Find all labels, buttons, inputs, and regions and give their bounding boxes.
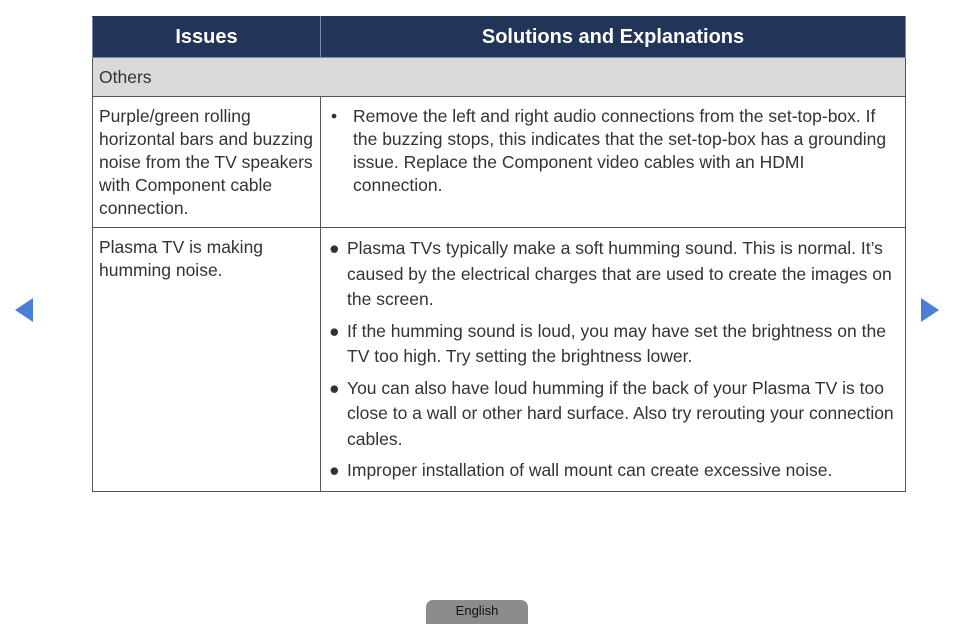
header-solutions: Solutions and Explanations	[321, 17, 906, 58]
solution-cell	[321, 228, 906, 492]
previous-page-arrow-icon[interactable]	[15, 298, 33, 322]
solution-text: You can also have loud humming if the back of your Plasma TV is too close to a wall or other hard surface. Also try rerouting your connection cables.	[347, 377, 894, 449]
solution-item	[327, 236, 899, 313]
solution-list	[327, 105, 899, 197]
table-header-row	[93, 17, 906, 58]
solution-text: Improper installation of wall mount can create excessive noise.	[347, 460, 833, 480]
solution-item	[327, 376, 899, 453]
solution-list	[327, 236, 899, 484]
table-row	[93, 228, 906, 492]
next-page-arrow-icon[interactable]	[921, 298, 939, 322]
solution-text: If the humming sound is loud, you may have set the brightness on the TV too high. Try setting the brightness lower.	[347, 320, 886, 366]
solution-item	[327, 458, 899, 484]
solution-item	[327, 319, 899, 370]
table-row	[93, 97, 906, 228]
solution-item	[327, 105, 899, 197]
header-issues: Issues	[93, 17, 321, 58]
bullet-icon: ●	[329, 238, 340, 258]
bullet-icon: •	[331, 106, 338, 126]
solution-text: Plasma TVs typically make a soft humming sound. This is normal. It’s caused by the electrical charges that are used to create the images on the screen.	[347, 238, 892, 309]
bullet-icon: ●	[329, 320, 340, 341]
bullet-icon: ●	[329, 460, 340, 480]
troubleshooting-table	[92, 16, 906, 492]
solution-cell	[321, 97, 906, 228]
language-tab[interactable]: English	[426, 600, 528, 624]
bullet-icon: ●	[329, 377, 340, 398]
section-row	[93, 58, 906, 97]
solution-text: Remove the left and right audio connections from the set-top-box. If the buzzing stops, this indicates that the set-top-box has a grounding issue. Replace the Component video cables with an HDMI connection.	[353, 106, 887, 195]
issue-cell: Plasma TV is making humming noise.	[93, 228, 321, 492]
issue-cell: Purple/green rolling horizontal bars and buzzing noise from the TV speakers with Component cable connection.	[93, 97, 321, 228]
section-label: Others	[93, 58, 906, 97]
